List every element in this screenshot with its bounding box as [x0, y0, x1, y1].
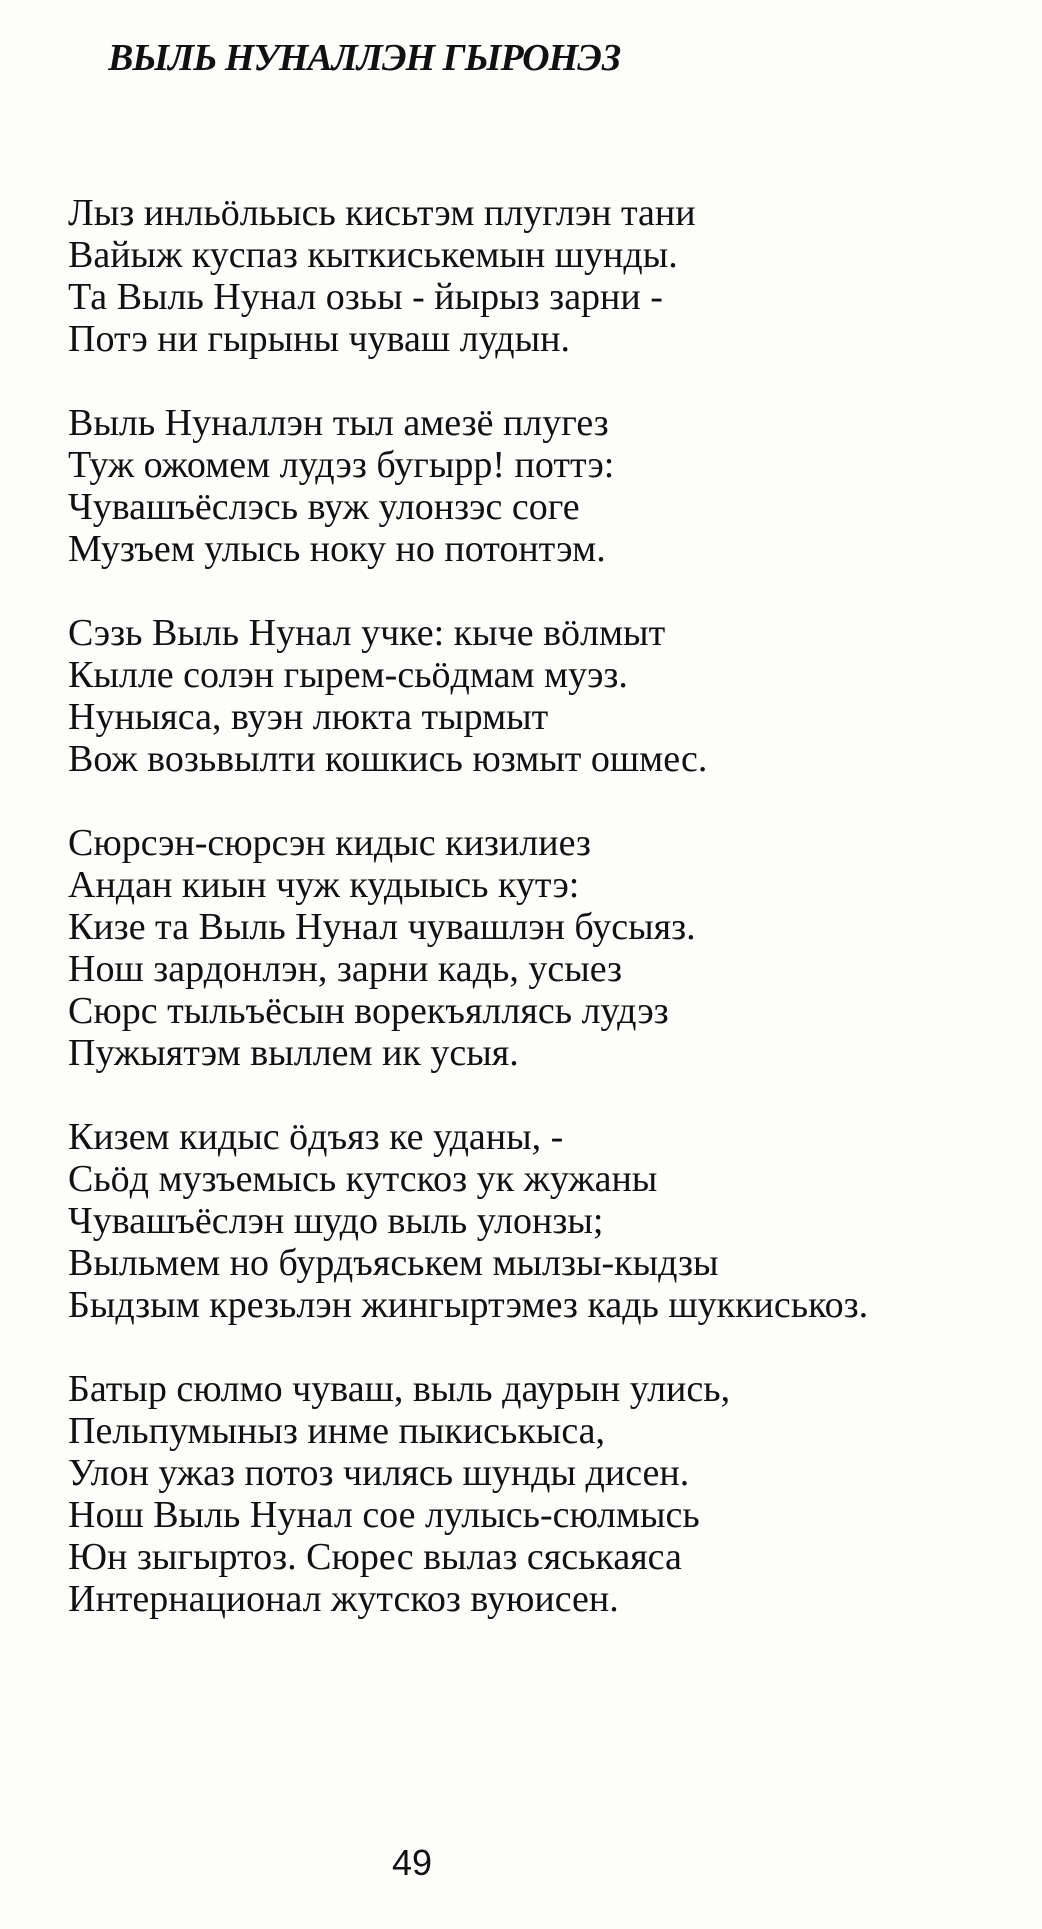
- poem-line: Сюрсэн-сюрсэн кидыс кизилиез: [68, 822, 591, 864]
- poem-line: Музъем улысь ноку но потонтэм.: [68, 528, 606, 570]
- poem-line: Выль Нуналлэн тыл амезё плугез: [68, 402, 609, 444]
- poem-line: Нуныяса, вуэн люкта тырмыт: [68, 696, 549, 738]
- poem-line: Нош зардонлэн, зарни кадь, усыез: [68, 948, 623, 990]
- page-number: 49: [392, 1842, 433, 1883]
- poem-line: Та Выль Нунал озьы - йырыз зарни -: [68, 276, 663, 318]
- poem-line: Нош Выль Нунал сое лулысь-сюлмысь: [68, 1494, 700, 1536]
- poem-line: Пужыятэм выллем ик усыя.: [68, 1032, 519, 1074]
- poem-line: Быдзым крезьлэн жингыртэмез кадь шуккиськоз.: [68, 1284, 869, 1326]
- poem-line: Туж ожомем лудэз бугырр! поттэ:: [68, 444, 615, 486]
- poem-line: Улон ужаз потоз чилясь шунды дисен.: [68, 1452, 690, 1494]
- poem-line: Потэ ни гырыны чуваш лудын.: [68, 318, 570, 360]
- stanza-5: [68, 1116, 1028, 1326]
- stanza-4: [68, 822, 1028, 1074]
- poem-line: Пельпумыныз инме пыкиськыса,: [68, 1410, 606, 1452]
- poem-line: Сэзь Выль Нунал учке: кыче вöлмыт: [68, 612, 666, 654]
- stanza-2: [68, 402, 1028, 570]
- poem-line: Интернационал жутскоз вуюисен.: [68, 1578, 619, 1620]
- poem-line: Вож возьвылти кошкись юзмыт ошмес.: [68, 738, 708, 780]
- page-title: ВЫЛЬ НУНАЛЛЭН ГЫРОНЭЗ: [108, 37, 621, 79]
- poem-line: Выльмем но бурдъяськем мылзы-кыдзы: [68, 1242, 719, 1284]
- poem-line: Лыз инльӧльысь кисьтэм плуглэн тани: [68, 192, 696, 234]
- poem-line: Батыр сюлмо чуваш, выль даурын улись,: [68, 1368, 731, 1410]
- poem: [68, 192, 1028, 1662]
- poem-line: Юн зыгыртоз. Сюрес вылаз сяськаяса: [68, 1536, 682, 1578]
- poem-line: Андан киын чуж кудыысь кутэ:: [68, 864, 580, 906]
- poem-line: Чувашъёслэсь вуж улонзэс соге: [68, 486, 580, 528]
- poem-line: Кизем кидыс öдъяз ке уданы, -: [68, 1116, 564, 1158]
- stanza-3: [68, 612, 1028, 780]
- poem-line: Вайыж куспаз кыткиськемын шунды.: [68, 234, 678, 276]
- poem-line: Кылле солэн гырем-сьöдмам муэз.: [68, 654, 628, 696]
- poem-line: Кизе та Выль Нунал чувашлэн бусыяз.: [68, 906, 696, 948]
- stanza-6: [68, 1368, 1028, 1620]
- poem-line: Сюрс тыльъёсын ворекъяллясь лудэз: [68, 990, 669, 1032]
- poem-line: Чувашъёслэн шудо выль улонзы;: [68, 1200, 604, 1242]
- poem-line: Сьöд музъемысь кутскоз ук жужаны: [68, 1158, 658, 1200]
- stanza-1: [68, 192, 1028, 360]
